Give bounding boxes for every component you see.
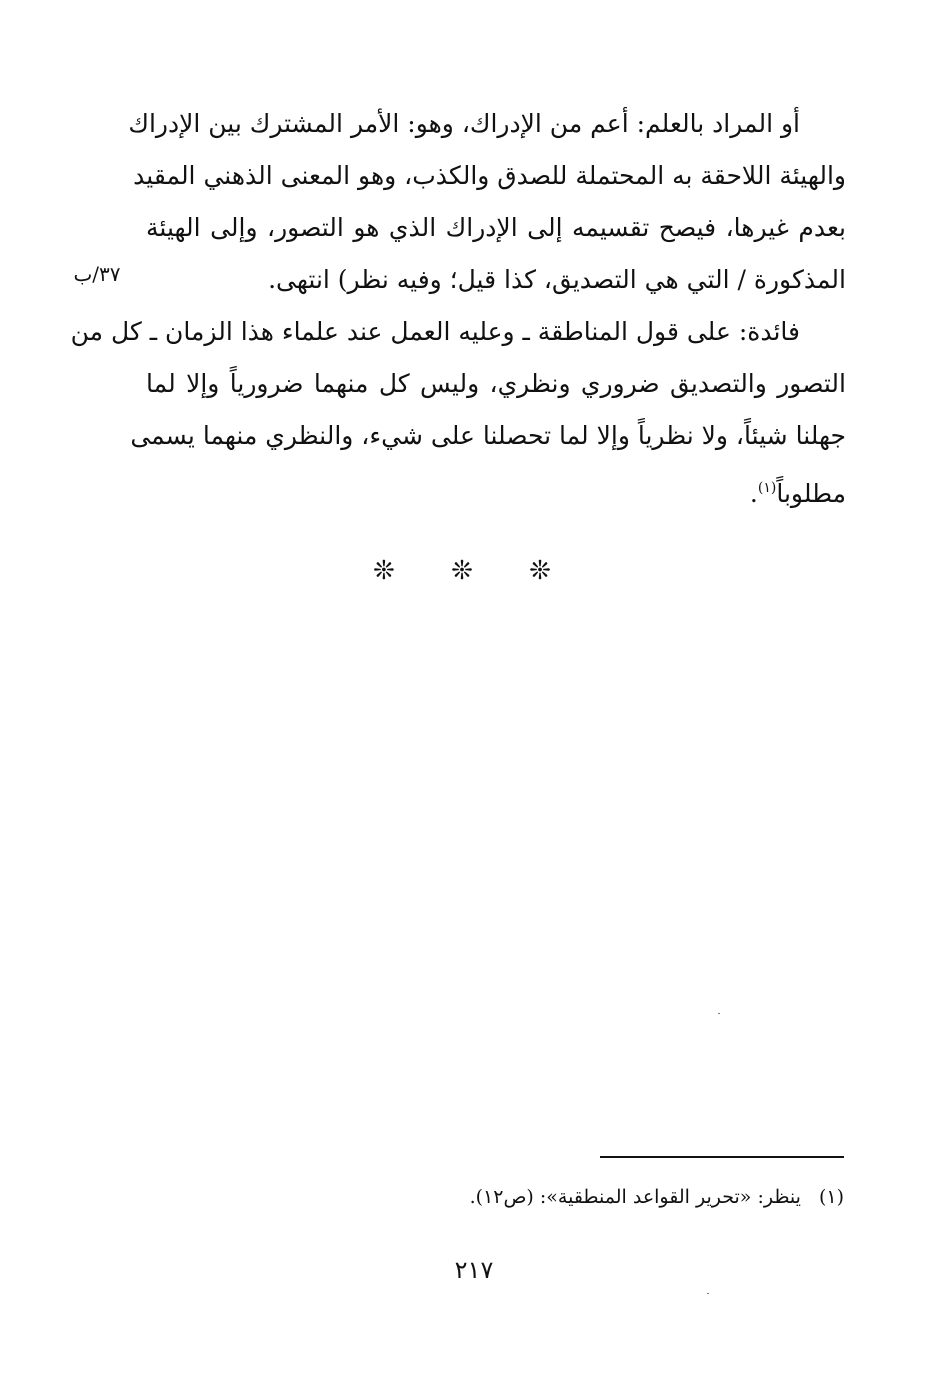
scan-speck	[718, 1013, 720, 1014]
text-line: فائدة: على قول المناطقة ـ وعليه العمل عند علماء هذا الزمان ـ كل من	[70, 317, 800, 346]
footnote-number: (١)	[818, 1186, 844, 1208]
footnote-text: ينظر: «تحرير القواعد المنطقية»: (ص١٢).	[469, 1186, 801, 1208]
page-number: ٢١٧	[454, 1256, 494, 1284]
text-line: المذكورة / التي هي التصديق، كذا قيل؛ وفيه نظر) انتهى.	[268, 265, 846, 294]
manuscript-folio-marker: ٣٧/ب	[73, 262, 121, 286]
final-word: مطلوباً	[776, 479, 846, 508]
text-line-final	[146, 462, 846, 514]
text-line: بعدم غيرها، فيصح تقسيمه إلى الإدراك الذي هو التصور، وإلى الهيئة	[146, 213, 846, 242]
footnote-reference: (١)	[757, 480, 777, 496]
footnote-divider	[600, 1156, 844, 1158]
text-line: التصور والتصديق ضروري ونظري، وليس كل منهما ضرورياً وإلا لما	[146, 369, 846, 398]
text-line: أو المراد بالعلم: أعم من الإدراك، وهو: الأمر المشترك بين الإدراك	[128, 109, 800, 138]
text-line: والهيئة اللاحقة به المحتملة للصدق والكذب، وهو المعنى الذهني المقيد	[133, 161, 846, 190]
section-separator: ❊ ❊ ❊	[373, 556, 575, 586]
text-line: جهلنا شيئاً، ولا نظرياً وإلا لما تحصلنا على شيء، والنظري منهما يسمى	[130, 421, 846, 450]
final-period: .	[749, 479, 758, 508]
scan-speck	[707, 1293, 709, 1294]
footnote	[400, 1180, 844, 1214]
